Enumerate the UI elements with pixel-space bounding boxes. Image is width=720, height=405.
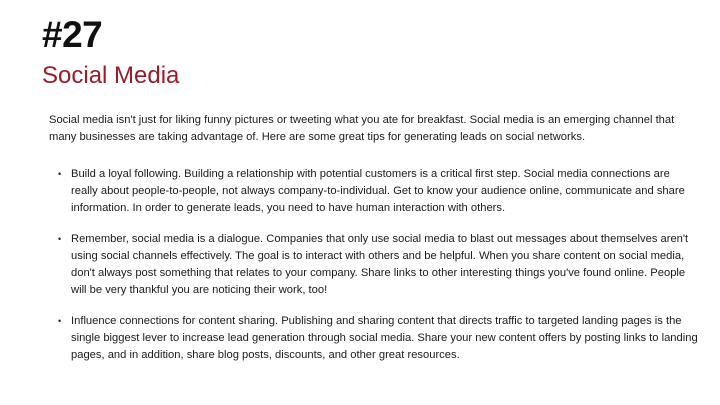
slide-number: #27 [42, 14, 103, 55]
list-item [58, 231, 698, 299]
bullet-icon: • [58, 316, 62, 326]
bullet-text: Build a loyal following. Building a relationship with potential customers is a critical first step. Social media connections are really about people-to-people, not always company-to-individual. Get to know your audience online, communicate and share information. In order to generate leads, you need to have human interaction with others. [71, 168, 685, 214]
bullet-text: Influence connections for content sharing. Publishing and sharing content that directs traffic to targeted landing pages is the single biggest lever to increase lead generation through social media. Share your new content offers by posting links to landing pages, and in addition, share blog posts, discounts, and other great resources. [71, 315, 698, 361]
slide-title: Social Media [42, 62, 180, 89]
intro-paragraph: Social media isn't just for liking funny pictures or tweeting what you ate for breakfast. Social media is an emerging channel that many businesses are taking advantage of. Here are some great tips for generating leads on social networks. [49, 114, 675, 143]
tips-list [58, 166, 698, 364]
bullet-text: Remember, social media is a dialogue. Companies that only use social media to blast out messages about themselves aren't using social channels effectively. The goal is to interact with others and be helpful. When you share content on social media, don't always post something that relates to your company. Share links to other interesting things you've found online. People will be very thankful you are noticing their work, too! [71, 233, 689, 296]
bullet-icon: • [58, 169, 62, 179]
list-item [58, 313, 698, 364]
bullet-icon: • [58, 234, 62, 244]
list-item [58, 166, 698, 217]
